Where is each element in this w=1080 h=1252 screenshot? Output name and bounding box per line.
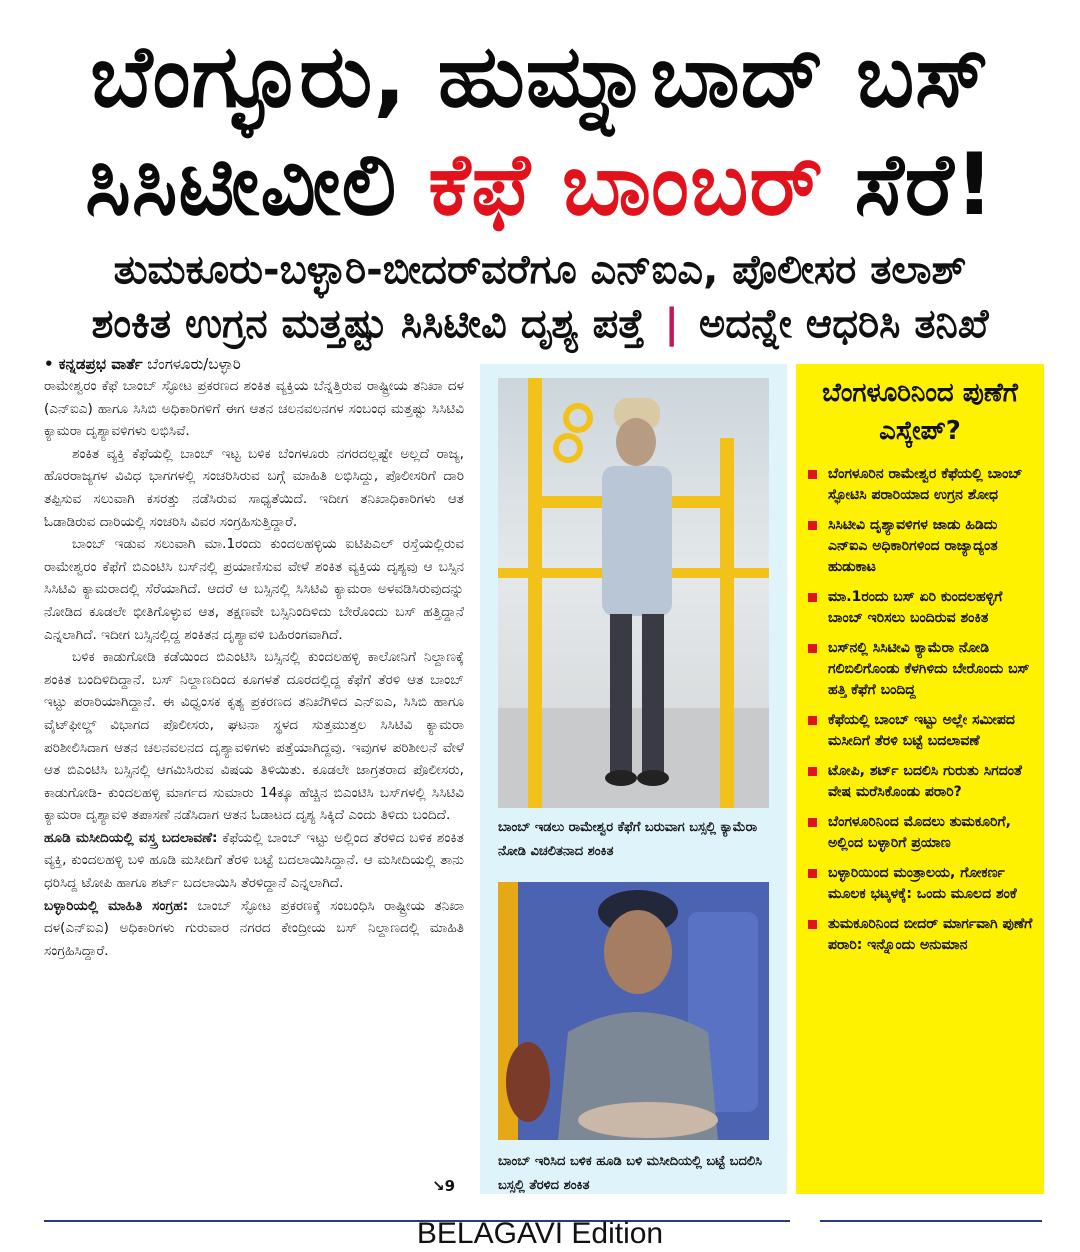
sidebar-item: [806, 812, 1036, 854]
sidebar-item: [806, 464, 1036, 506]
continued-page-marker: ↘9: [432, 1177, 456, 1195]
subheadline-line1: ತುಮಕೂರು-ಬಳ್ಳಾರಿ-ಬೀದರ್‌ವರೆಗೂ ಎನ್‌ಐಎ, ಪೊಲೀಸರ ತಲಾಶ್: [113, 247, 967, 293]
sidebar-item: [806, 863, 1036, 905]
article-body: [44, 375, 464, 962]
sidebar-item-text: ಕೆಫೆಯಲ್ಲಿ ಬಾಂಬ್ ಇಟ್ಟು ಅಲ್ಲೇ ಸಮೀಪದ ಮಸೀದಿಗೆ ತೆರಳಿ ಬಟ್ಟೆ ಬದಲಾವಣೆ: [828, 712, 1015, 749]
headline-line2-start: ಸಿಸಿಟೀವೀಲಿ: [85, 135, 398, 235]
edition-label: BELAGAVI Edition: [416, 1217, 664, 1250]
sidebar-item: [806, 587, 1036, 629]
paragraph-text: ಬಾಂಬ್ ಸ್ಫೋಟ ಪ್ರಕರಣಕ್ಕೆ ಸಂಬಂಧಿಸಿ ರಾಷ್ಟ್ರೀಯ ತನಿಖಾ ದಳ(ಎನ್‌ಐಎ) ಅಧಿಕಾರಿಗಳು ಗುರುವಾರ ನಗರದ ಕೇಂದ್ರೀಯ ಬಸ್ ನಿಲ್ದಾಣದಲ್ಲಿ ಮಾಹಿತಿ ಸಂಗ್ರಹಿಸಿದ್ದಾರೆ.: [44, 897, 464, 959]
sidebar-item-text: ಬಳ್ಳಾರಿಯಿಂದ ಮಂತ್ರಾಲಯ, ಗೋಕರ್ಣ ಮೂಲಕ ಭಟ್ಕಳಕ್ಕೆ: ಒಂದು ಮೂಲದ ಶಂಕೆ: [828, 865, 1017, 902]
cctv-photo-seated-image: [498, 882, 769, 1140]
sidebar-item: [806, 761, 1036, 803]
sidebar-title: ಬೆಂಗಳೂರಿನಿಂದ ಪುಣೆಗೆ ಎಸ್ಕೇಪ್?: [822, 378, 1018, 446]
sidebar-item-text: ಮಾ.1ರಂದು ಬಸ್ ಏರಿ ಕುಂದಲಹಳ್ಳಿಗೆ ಬಾಂಬ್ ಇರಿಸಲು ಬಂದಿರುವ ಶಂಕಿತ: [828, 589, 1003, 626]
bullet-square-icon: [808, 767, 817, 776]
headline-line1: ಬೆಂಗ್ಳೂರು, ಹುಮ್ನಾಬಾದ್ ಬಸ್: [90, 27, 990, 127]
paragraph-text: ಕೆಫೆಯಲ್ಲಿ ಬಾಂಬ್ ಇಟ್ಟು ಅಲ್ಲಿಂದ ತೆರಳಿದ ಬಳಿಕ ಶಂಕಿತ ವ್ಯಕ್ತಿ, ಕುಂದಲಹಳ್ಳಿ ಬಳಿ ಹೂಡಿ ಮಸೀದಿಗೆ ತೆರಳಿ ಬಟ್ಟೆ ಬದಲಾಯಿಸಿದ್ದಾನೆ. ಆ ಮಸೀದಿಯಲ್ಲಿ ತಾನು ಧರಿಸಿದ್ದ ಟೋಪಿ ಹಾಗೂ ಶರ್ಟ್ ಬದಲಾಯಿಸಿ ತೆರಳಿದ್ದಾನೆ ಎನ್ನಲಾಗಿದೆ.: [44, 829, 464, 892]
sidebar-box: [796, 364, 1044, 1194]
headline-line2: [0, 130, 1080, 240]
sidebar-list: [806, 464, 1036, 965]
photo-caption: ಬಾಂಬ್ ಇಡಲು ರಾಮೇಶ್ವರ ಕೆಫೆಗೆ ಬರುವಾಗ ಬಸ್ಸಲ್ಲಿ ಕ್ಯಾಮೆರಾ ನೋಡಿ ವಿಚಲಿತನಾದ ಶಂಕಿತ: [498, 820, 758, 859]
sidebar-item-text: ಬೆಂಗಳೂರಿನ ರಾಮೇಶ್ವರ ಕೆಫೆಯಲ್ಲಿ ಬಾಂಬ್ ಸ್ಫೋಟಿಸಿ ಪರಾರಿಯಾದ ಉಗ್ರನ ಶೋಧ: [828, 466, 1023, 503]
sidebar-item-text: ಸಿಸಿಟೀವಿ ದೃಶ್ಯಾವಳಿಗಳ ಜಾಡು ಹಿಡಿದು ಎನ್‌ಐಎ ಅಧಿಕಾರಿಗಳಿಂದ ರಾಜ್ಯಾದ್ಯಂತ ಹುಡುಕಾಟ: [828, 517, 998, 575]
bullet-square-icon: [808, 470, 817, 479]
headline-line2-end: ಸೆರೆ!: [854, 135, 995, 235]
photo-panel: [480, 364, 787, 1194]
sidebar-item: [806, 515, 1036, 578]
sidebar-item: [806, 914, 1036, 956]
bullet-square-icon: [808, 521, 817, 530]
cctv-photo-seated: [498, 882, 769, 1140]
run-in-heading: ಹೂಡಿ ಮಸೀದಿಯಲ್ಲಿ ವಸ್ತ್ರ ಬದಲಾವಣೆ:: [44, 829, 218, 846]
subheadline-separator: |: [664, 301, 679, 347]
article-paragraph: ಬಳಿಕ ಕಾಡುಗೋಡಿ ಕಡೆಯಿಂದ ಬಿಎಂಟಿಸಿ ಬಸ್ಸಿನಲ್ಲಿ ಕುಂದಲಹಳ್ಳಿ ಕಾಲೋನಿಗೆ ನಿಲ್ದಾಣಕ್ಕೆ ಶಂಕಿತ ಬಂದಿಳಿದಿದ್ದಾನೆ. ಬಸ್ ನಿಲ್ದಾಣದಿಂದ ಕೂಗಳತೆ ದೂರದಲ್ಲಿದ್ದ ಕೆಫೆಗೆ ತೆರಳಿ ಆತ ಬಾಂಬ್ ಇಟ್ಟು ಪರಾರಿಯಾಗಿದ್ದಾನೆ. ಈ ವಿಧ್ವಂಸಕ ಕೃತ್ಯ ಪ್ರಕರಣದ ತನಿಖೆಗಿಳಿದ ಎನ್‌ಐಎ, ಸಿಸಿಬಿ ಹಾಗೂ ವೈಟ್‌ಫೀಲ್ಡ್ ವಿಭಾಗದ ಪೊಲೀಸರು, ಘಟನಾ ಸ್ಥಳದ ಸುತ್ತಮುತ್ತಲ ಸಿಸಿಟಿವಿ ಕ್ಯಾಮರಾ ಪರಿಶೀಲಿಸಿದಾಗ ಆತನ ಚಲನವಲನದ ದೃಶ್ಯಾವಳಿಗಳು ಪತ್ತೆಯಾಗಿದ್ದವು. ಇವುಗಳ ಪರಿಶೀಲನೆ ವೇಳೆ ಆತ ಬಿಎಂಟಿಸಿ ಬಸ್ಸಿನಲ್ಲಿ ಆಗಮಿಸಿರುವ ವಿಷಯ ತಿಳಿಯಿತು. ಕೂಡಲೇ ಜಾಗ್ರತರಾದ ಪೊಲೀಸರು, ಕಾಡುಗೋಡಿ- ಕುಂದಲಹಳ್ಳಿ ಮಾರ್ಗದ ಸುಮಾರು 14ಕ್ಕೂ ಹೆಚ್ಚಿನ ಬಿಎಂಟಿಸಿ ಬಸ್‌ಗಳಲ್ಲಿ ಸಿಸಿಟಿವಿ ಕ್ಯಾಮರಾ ದೃಶ್ಯಾವಳಿ ತಪಾಸಣೆ ನಡೆಸಿದಾಗ ಆತನ ಓಡಾಟದ ದೃಶ್ಯ ಸಿಕ್ಕಿದೆ ಎಂದು ತಿಳಿದು ಬಂದಿದೆ.: [44, 649, 464, 824]
photo-caption: ಬಾಂಬ್ ಇರಿಸಿದ ಬಳಿಕ ಹೂಡಿ ಬಳಿ ಮಸೀದಿಯಲ್ಲಿ ಬಟ್ಟೆ ಬದಲಿಸಿ ಬಸ್ಸಲ್ಲಿ ತೆರಳಿದ ಶಂಕಿತ: [498, 1154, 763, 1193]
bullet-square-icon: [808, 644, 817, 653]
bullet-square-icon: [808, 869, 817, 878]
subheadline-part2: ಅದನ್ನೇ ಆಧರಿಸಿ ತನಿಖೆ: [698, 301, 989, 347]
sidebar-item-text: ಟೋಪಿ, ಶರ್ಟ್ ಬದಲಿಸಿ ಗುರುತು ಸಿಗದಂತೆ ವೇಷ ಮರೆಸಿಕೊಂಡು ಪರಾರಿ?: [828, 763, 1022, 800]
sidebar-item: [806, 638, 1036, 701]
headline-highlight: ಕೆಫೆ ಬಾಂಬರ್: [428, 135, 824, 235]
bullet-square-icon: [808, 818, 817, 827]
bullet-square-icon: [808, 920, 817, 929]
subheadline-part1: ಶಂಕಿತ ಉಗ್ರನ ಮತ್ತಷ್ಟು ಸಿಸಿಟೀವಿ ದೃಶ್ಯ ಪತ್ತೆ: [91, 301, 645, 347]
byline-place: ಬೆಂಗಳೂರು/ಬಳ್ಳಾರಿ: [147, 355, 241, 373]
bullet-square-icon: [808, 593, 817, 602]
run-in-heading: ಬಳ್ಳಾರಿಯಲ್ಲಿ ಮಾಹಿತಿ ಸಂಗ್ರಹ:: [44, 897, 189, 914]
article-paragraph: ರಾಮೇಶ್ವರಂ ಕೆಫೆ ಬಾಂಬ್ ಸ್ಫೋಟ ಪ್ರಕರಣದ ಶಂಕಿತ ವ್ಯಕ್ತಿಯ ಬೆನ್ನತ್ತಿರುವ ರಾಷ್ಟ್ರೀಯ ತನಿಖಾ ದಳ (ಎನ್‌ಐಎ) ಹಾಗೂ ಸಿಸಿಬಿ ಅಧಿಕಾರಿಗಳಿಗೆ ಈಗ ಆತನ ಚಲನವಲನಗಳ ಸಂಬಂಧ ಮತ್ತಷ್ಟು ಸಿಸಿಟಿವಿ ಕ್ಯಾಮರಾ ದೃಶ್ಯಾವಳಿಗಳು ಲಭಿಸಿವೆ.: [44, 378, 464, 440]
sidebar-item-text: ತುಮಕೂರಿನಿಂದ ಬೀದರ್ ಮಾರ್ಗವಾಗಿ ಪುಣೆಗೆ ಪರಾರಿ: ಇನ್ನೊಂದು ಅನುಮಾನ: [828, 916, 1033, 953]
article-paragraph: [44, 827, 464, 895]
sidebar-item: [806, 710, 1036, 752]
sidebar-item-text: ಬೆಂಗಳೂರಿನಿಂದ ಮೊದಲು ತುಮಕೂರಿಗೆ, ಅಲ್ಲಿಂದ ಬಳ್ಳಾರಿಗೆ ಪ್ರಯಾಣ: [828, 814, 1011, 851]
byline-source: • ಕನ್ನಡಪ್ರಭ ವಾರ್ತೆ: [44, 355, 143, 373]
cctv-photo-standing-image: [498, 378, 769, 808]
bullet-square-icon: [808, 716, 817, 725]
subheadline-line2: [0, 296, 1080, 352]
cctv-photo-standing: [498, 378, 769, 808]
article-paragraph: ಶಂಕಿತ ವ್ಯಕ್ತಿ ಕೆಫೆಯಲ್ಲಿ ಬಾಂಬ್ ಇಟ್ಟ ಬಳಿಕ ಬೆಂಗಳೂರು ನಗರದಲ್ಲಷ್ಟೇ ಅಲ್ಲದೆ ರಾಜ್ಯ, ಹೊರರಾಜ್ಯಗಳ ವಿವಿಧ ಭಾಗಗಳಲ್ಲಿ ಸಂಚರಿಸಿರುವ ಬಗ್ಗೆ ಮಾಹಿತಿ ಲಭಿಸಿದ್ದು, ಪೊಲೀಸರಿಗೆ ದಾರಿ ತಪ್ಪಿಸುವ ಸಲುವಾಗಿ ಕಸರತ್ತು ನಡೆಸಿರುವ ಸಾಧ್ಯತೆಯಿದೆ. ಇದೀಗ ತನಿಖಾಧಿಕಾರಿಗಳು ಆತ ಓಡಾಡಿರುವ ದಾರಿಯಲ್ಲಿ ಸಂಚರಿಸಿ ವಿವರ ಸಂಗ್ರಹಿಸುತ್ತಿದ್ದಾರೆ.: [44, 445, 464, 530]
byline: [44, 353, 464, 375]
article-paragraph: [44, 895, 464, 963]
article-paragraph: ಬಾಂಬ್ ಇಡುವ ಸಲುವಾಗಿ ಮಾ.1ರಂದು ಕುಂದಲಹಳ್ಳಿಯ ಐಟಿಪಿಎಲ್ ರಸ್ತೆಯಲ್ಲಿರುವ ರಾಮೇಶ್ವರಂ ಕೆಫೆಗೆ ಬಿಎಂಟಿಸಿ ಬಸ್‌ನಲ್ಲಿ ಪ್ರಯಾಣಿಸುವ ವೇಳೆ ಶಂಕಿತ ವ್ಯಕ್ತಿಯ ದೃಶ್ಯವು ಆ ಬಸ್ಸಿನ ಸಿಸಿಟಿವಿ ಕ್ಯಾಮರಾದಲ್ಲಿ ಸೆರೆಯಾಗಿದೆ. ಆದರೆ ಆ ಬಸ್ಸಿನಲ್ಲಿ ಸಿಸಿಟಿವಿ ಕ್ಯಾಮರಾ ಅಳವಡಿಸಿರುವುದನ್ನು ನೋಡಿದ ಕೂಡಲೇ ಭೀತಿಗೊಳ್ಳುವ ಆತ, ತಕ್ಷಣವೇ ಬಸ್ಸಿನಿಂದಿಳಿದು ಬೇರೊಂದು ಬಸ್ ಹತ್ತಿದ್ದಾನೆ ಎನ್ನಲಾಗಿದೆ. ಇದೀಗ ಬಸ್ಸಿನಲ್ಲಿದ್ದ ಶಂಕಿತನ ದೃಶ್ಯಾವಳಿ ಬಹಿರಂಗವಾಗಿದೆ.: [44, 536, 464, 643]
sidebar-item-text: ಬಸ್‌ನಲ್ಲಿ ಸಿಸಿಟೀವಿ ಕ್ಯಾಮೆರಾ ನೋಡಿ ಗಲಿಬಿಲಿಗೊಂಡು ಕೆಳಗಿಳಿದು ಬೇರೊಂದು ಬಸ್ ಹತ್ತಿ ಕೆಫೆಗೆ ಬಂದಿದ್ದ: [828, 640, 1030, 698]
